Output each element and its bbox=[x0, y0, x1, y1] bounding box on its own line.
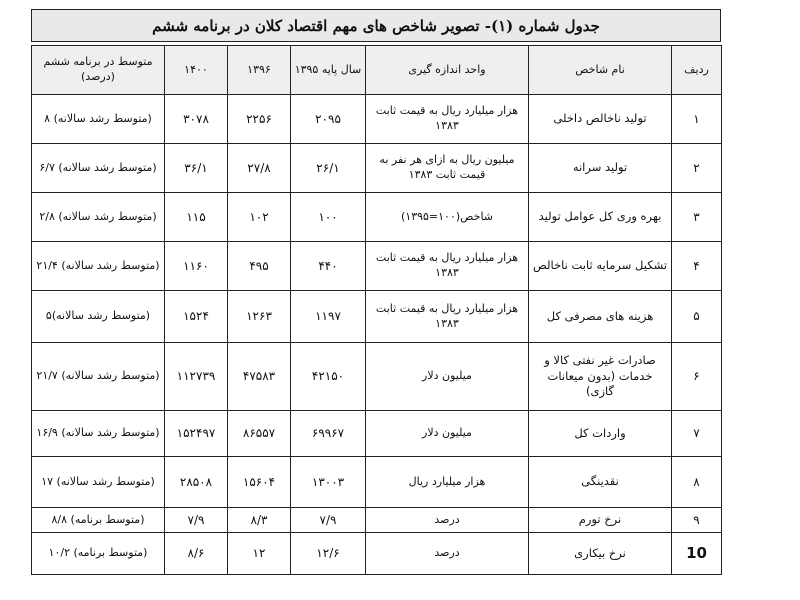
header-1396: ۱۳۹۶ bbox=[228, 46, 291, 95]
average-cell: (متوسط رشد سالانه) ۲۱/۴ bbox=[32, 242, 165, 291]
base-year-value: ۴۲۱۵۰ bbox=[291, 343, 366, 411]
base-year-value: ۱۰۰ bbox=[291, 193, 366, 242]
row-index: 10 bbox=[672, 533, 722, 575]
indicator-name: صادرات غیر نفتی کالا و خدمات (بدون میعانات گازی) bbox=[529, 343, 672, 411]
indicator-name: نقدینگی bbox=[529, 457, 672, 508]
value-1400: ۳۰۷۸ bbox=[165, 95, 228, 144]
indicators-table bbox=[31, 45, 722, 575]
value-1396: ۸۶۵۵۷ bbox=[228, 411, 291, 457]
row-index: ۲ bbox=[672, 144, 722, 193]
value-1396: ۱۰۲ bbox=[228, 193, 291, 242]
value-1396: ۱۲۶۳ bbox=[228, 291, 291, 343]
header-row bbox=[32, 46, 722, 95]
unit-cell: درصد bbox=[366, 508, 529, 533]
indicator-name: نرخ بیکاری bbox=[529, 533, 672, 575]
base-year-value: ۱۱۹۷ bbox=[291, 291, 366, 343]
value-1396: ۱۵۶۰۴ bbox=[228, 457, 291, 508]
base-year-value: ۲۶/۱ bbox=[291, 144, 366, 193]
value-1400: ۲۸۵۰۸ bbox=[165, 457, 228, 508]
header-1400: ۱۴۰۰ bbox=[165, 46, 228, 95]
header-index: ردیف bbox=[672, 46, 722, 95]
table-row bbox=[32, 95, 722, 144]
unit-cell: درصد bbox=[366, 533, 529, 575]
table-row bbox=[32, 533, 722, 575]
indicator-name: هزینه های مصرفی کل bbox=[529, 291, 672, 343]
value-1396: ۴۹۵ bbox=[228, 242, 291, 291]
unit-cell: هزار میلیارد ریال به قیمت ثابت ۱۳۸۳ bbox=[366, 291, 529, 343]
table-row bbox=[32, 411, 722, 457]
value-1396: ۴۷۵۸۳ bbox=[228, 343, 291, 411]
table-row bbox=[32, 343, 722, 411]
row-index: ۴ bbox=[672, 242, 722, 291]
base-year-value: ۱۳۰۰۳ bbox=[291, 457, 366, 508]
indicator-name: بهره وری کل عوامل تولید bbox=[529, 193, 672, 242]
base-year-value: ۱۲/۶ bbox=[291, 533, 366, 575]
value-1396: ۱۲ bbox=[228, 533, 291, 575]
row-index: ۷ bbox=[672, 411, 722, 457]
unit-cell: میلیون ریال به ازای هر نفر به قیمت ثابت ۱۳۸۳ bbox=[366, 144, 529, 193]
row-index: ۵ bbox=[672, 291, 722, 343]
value-1396: ۸/۳ bbox=[228, 508, 291, 533]
table-row bbox=[32, 508, 722, 533]
value-1400: ۱۵۲۴۹۷ bbox=[165, 411, 228, 457]
row-index: ۳ bbox=[672, 193, 722, 242]
table-title: جدول شماره (۱)- تصویر شاخص های مهم اقتصاد کلان در برنامه ششم bbox=[31, 9, 721, 42]
row-index: ۱ bbox=[672, 95, 722, 144]
value-1400: ۷/۹ bbox=[165, 508, 228, 533]
unit-cell: هزار میلیارد ریال به قیمت ثابت ۱۳۸۳ bbox=[366, 95, 529, 144]
base-year-value: ۶۹۹۶۷ bbox=[291, 411, 366, 457]
average-cell: (متوسط رشد سالانه) ۲/۸ bbox=[32, 193, 165, 242]
average-cell: (متوسط رشد سالانه) ۱۶/۹ bbox=[32, 411, 165, 457]
row-index: ۶ bbox=[672, 343, 722, 411]
value-1400: ۱۵۲۴ bbox=[165, 291, 228, 343]
table-row bbox=[32, 291, 722, 343]
unit-cell: هزار میلیارد ریال bbox=[366, 457, 529, 508]
table-row bbox=[32, 144, 722, 193]
table-row bbox=[32, 193, 722, 242]
row-index: ۸ bbox=[672, 457, 722, 508]
header-base-year: سال پایه ۱۳۹۵ bbox=[291, 46, 366, 95]
base-year-value: ۲۰۹۵ bbox=[291, 95, 366, 144]
unit-cell: میلیون دلار bbox=[366, 411, 529, 457]
average-cell: (متوسط رشد سالانه) ۲۱/۷ bbox=[32, 343, 165, 411]
value-1396: ۲۲۵۶ bbox=[228, 95, 291, 144]
value-1400: ۳۶/۱ bbox=[165, 144, 228, 193]
average-cell: (متوسط رشد سالانه) ۱۷ bbox=[32, 457, 165, 508]
unit-cell: هزار میلیارد ریال به قیمت ثابت ۱۳۸۳ bbox=[366, 242, 529, 291]
value-1396: ۲۷/۸ bbox=[228, 144, 291, 193]
value-1400: ۸/۶ bbox=[165, 533, 228, 575]
indicator-name: تولید سرانه bbox=[529, 144, 672, 193]
value-1400: ۱۱۲۷۳۹ bbox=[165, 343, 228, 411]
average-cell: (متوسط رشد سالانه)۵ bbox=[32, 291, 165, 343]
value-1400: ۱۱۵ bbox=[165, 193, 228, 242]
value-1400: ۱۱۶۰ bbox=[165, 242, 228, 291]
unit-cell: میلیون دلار bbox=[366, 343, 529, 411]
table-row bbox=[32, 242, 722, 291]
indicator-name: واردات کل bbox=[529, 411, 672, 457]
indicator-name: نرخ تورم bbox=[529, 508, 672, 533]
average-cell: (متوسط برنامه) ۱۰/۲ bbox=[32, 533, 165, 575]
average-cell: (متوسط رشد سالانه) ۶/۷ bbox=[32, 144, 165, 193]
indicator-name: تشکیل سرمایه ثابت ناخالص bbox=[529, 242, 672, 291]
header-name: نام شاخص bbox=[529, 46, 672, 95]
base-year-value: ۷/۹ bbox=[291, 508, 366, 533]
document-table bbox=[31, 9, 721, 575]
table-row bbox=[32, 457, 722, 508]
indicator-name: تولید ناخالص داخلی bbox=[529, 95, 672, 144]
base-year-value: ۴۴۰ bbox=[291, 242, 366, 291]
header-unit: واحد اندازه گیری bbox=[366, 46, 529, 95]
average-cell: (متوسط رشد سالانه) ۸ bbox=[32, 95, 165, 144]
header-average: متوسط در برنامه ششم (درصد) bbox=[32, 46, 165, 95]
row-index: ۹ bbox=[672, 508, 722, 533]
unit-cell: شاخص(۱۰۰=۱۳۹۵) bbox=[366, 193, 529, 242]
average-cell: (متوسط برنامه) ۸/۸ bbox=[32, 508, 165, 533]
